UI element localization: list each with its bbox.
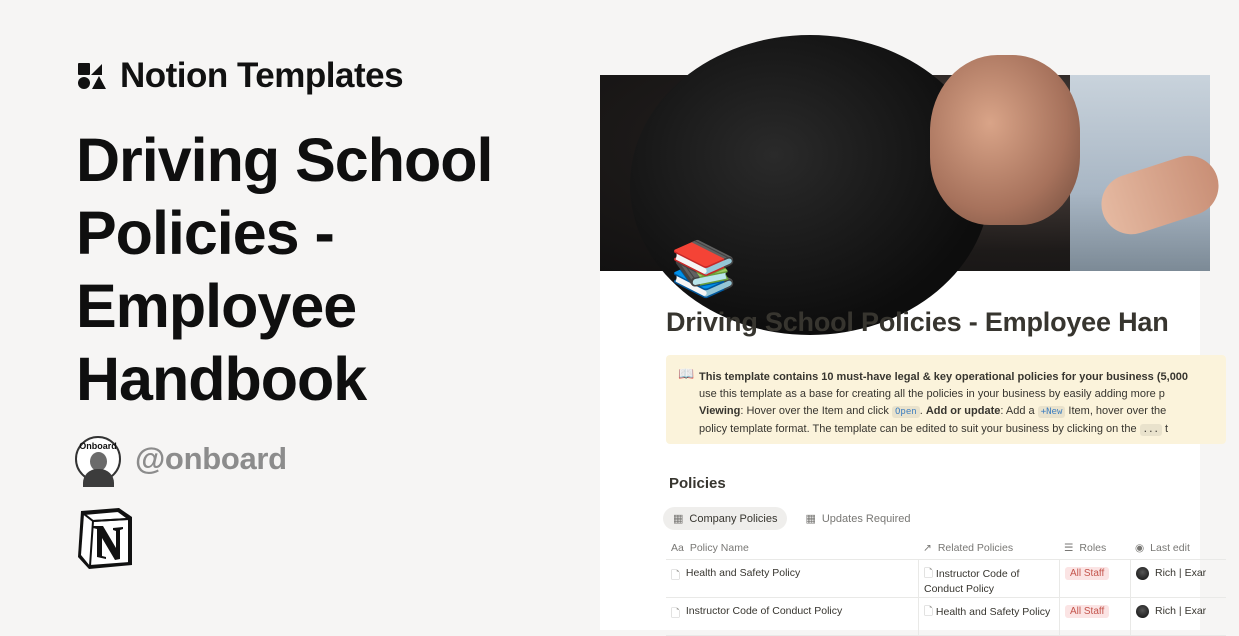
last-edit-cell (1130, 598, 1226, 635)
callout-text (699, 369, 1239, 439)
related-policies-cell[interactable] (918, 560, 1059, 597)
tab-label: Company Policies (689, 512, 778, 525)
tab-company-policies[interactable] (663, 507, 787, 530)
open-code: Open (892, 406, 920, 418)
callout-text-part: Item, hover over the (1065, 405, 1167, 417)
callout-line2: use this template as a base for creating all the policies in your business by easily adding more p (699, 388, 1165, 400)
document-icon: 🗋 (671, 570, 680, 582)
column-label: Policy Name (689, 542, 749, 554)
person-icon: ◉ (1135, 542, 1145, 554)
database-title[interactable]: Policies (669, 475, 726, 492)
avatar-caption: Onboard (79, 441, 117, 451)
role-tag: All Staff (1065, 567, 1109, 580)
column-header-related-policies[interactable] (918, 537, 1059, 559)
callout-text-part: policy template format. The template can be edited to suit your business by clicking on the (699, 423, 1140, 435)
last-edit-cell (1130, 560, 1226, 597)
dots-code: ... (1140, 424, 1162, 436)
view-tabs (663, 507, 921, 530)
column-label: Related Policies (937, 542, 1014, 554)
tab-updates-required[interactable] (795, 507, 920, 530)
policies-table (666, 537, 1226, 636)
related-policy (924, 605, 1050, 620)
column-label: Roles (1079, 542, 1107, 554)
avatar (1136, 567, 1149, 580)
add-update-label: Add or update (925, 405, 1001, 417)
brand-name: Notion Templates (120, 56, 404, 95)
policy-name: Instructor Code of Conduct Policy (685, 605, 843, 617)
roles-cell[interactable] (1059, 560, 1130, 597)
callout-line4 (699, 421, 1239, 439)
new-code: +New (1038, 406, 1066, 418)
editor-name: Rich | Exar (1155, 605, 1207, 617)
author[interactable] (75, 436, 287, 482)
books-icon[interactable]: 📚 (670, 239, 738, 299)
tab-label: Updates Required (821, 512, 911, 525)
avatar (1136, 605, 1149, 618)
avatar[interactable] (75, 436, 121, 482)
document-icon: 🗋 (924, 606, 936, 618)
cover-person (930, 55, 1080, 225)
list-icon: ☰ (1064, 542, 1074, 554)
relation-arrow-icon: ↗ (923, 542, 932, 554)
template-preview (600, 75, 1207, 630)
callout-text-part: t (1161, 423, 1169, 435)
related-policy-text: Instructor Code of Conduct Policy (924, 568, 1020, 595)
callout (666, 355, 1226, 444)
notion-logo-icon (75, 507, 135, 570)
document-icon: 🗋 (924, 568, 936, 580)
brand[interactable] (76, 56, 403, 96)
policy-name-cell[interactable] (666, 598, 918, 635)
column-label: Last edit (1150, 542, 1190, 554)
author-handle[interactable]: @onboard (135, 441, 287, 476)
table-icon: ▦ (673, 513, 684, 525)
table-row[interactable] (666, 598, 1226, 636)
notion-templates-logo-icon (76, 60, 108, 92)
callout-line1: This template contains 10 must-have legal & key operational policies for your business (5,000 (699, 371, 1189, 383)
editor-name: Rich | Exar (1155, 567, 1207, 579)
column-header-roles[interactable] (1059, 537, 1130, 559)
page-title: Driving School Policies - Employee Handbook (76, 126, 493, 413)
callout-text-part: . (919, 405, 926, 417)
column-header-policy-name[interactable] (666, 537, 918, 559)
column-header-last-edit[interactable] (1130, 537, 1226, 559)
table-header (666, 537, 1226, 560)
related-policies-cell[interactable] (918, 598, 1059, 635)
table-row[interactable] (666, 560, 1226, 598)
policy-name-cell[interactable] (666, 560, 918, 597)
callout-line3 (699, 403, 1239, 421)
callout-text-part: : Add a (1000, 405, 1038, 417)
open-book-icon: 📖 (678, 366, 695, 381)
roles-cell[interactable] (1059, 598, 1130, 635)
role-tag: All Staff (1065, 605, 1109, 618)
callout-text-part: : Hover over the Item and click (740, 405, 892, 417)
table-icon: ▦ (805, 513, 816, 525)
text-type-icon: Aa (671, 542, 684, 554)
document-icon: 🗋 (671, 608, 680, 620)
related-policy (924, 567, 1059, 597)
avatar-body (83, 469, 114, 487)
preview-page-title: Driving School Policies - Employee Han (666, 307, 1169, 337)
policy-name: Health and Safety Policy (685, 567, 801, 579)
related-policy-text: Health and Safety Policy (935, 606, 1051, 618)
viewing-label: Viewing (699, 405, 741, 417)
